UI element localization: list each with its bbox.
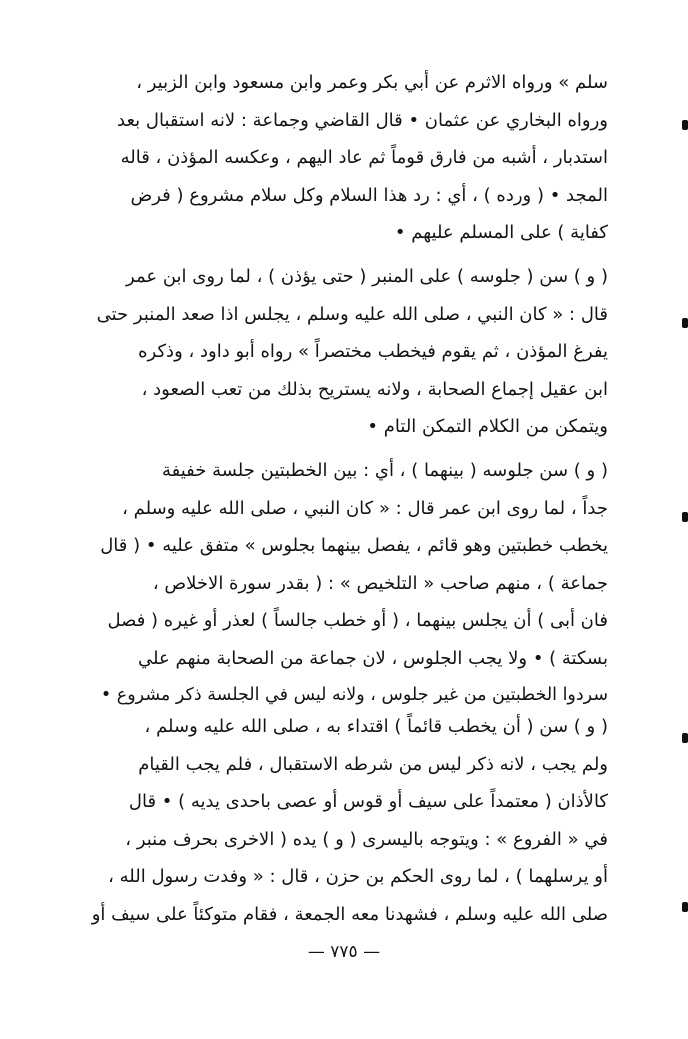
- margin-mark: [682, 733, 688, 743]
- paragraph-2: [88, 258, 608, 446]
- text-line: استدبار ، أشبه من فارق قوماً ثم عاد اليهم ، وعكسه المؤذن ، قاله: [120, 147, 608, 168]
- text-line: ورواه البخاري عن عثمان • قال القاضي وجماعة : لانه استقبال بعد: [117, 109, 608, 131]
- text-line: بسكتة ) • ولا يجب الجلوس ، لان جماعة من الصحابة منهم علي: [138, 647, 608, 669]
- margin-mark: [682, 512, 688, 522]
- paragraph-4: [88, 708, 608, 933]
- text-line: جداً ، لما روى ابن عمر قال : « كان النبي ، صلى الله عليه وسلم ،: [122, 497, 608, 519]
- text-line: ولم يجب ، لانه ذكر ليس من شرطه الاستقبال ، فلم يجب القيام: [138, 753, 608, 775]
- paragraph-1: [88, 64, 608, 252]
- text-line: كالأذان ( معتمداً على سيف أو قوس أو عصى باحدى يديه ) • قال: [128, 791, 608, 812]
- text-line: صلى الله عليه وسلم ، فشهدنا معه الجمعة ، فقام متوكئاً على سيف أو: [91, 903, 608, 925]
- text-line: كفاية ) على المسلم عليهم •: [394, 222, 608, 243]
- text-line: فان أبى ) أن يجلس بينهما ، ( أو خطب جالساً ) لعذر أو غيره ( فصل: [107, 610, 608, 631]
- text-line: سلم » ورواه الاثرم عن أبي بكر وعمر وابن مسعود وابن الزبير ،: [136, 72, 608, 93]
- text-line: ( و ) سن جلوسه ( بينهما ) ، أي : بين الخطبتين جلسة خفيفة: [161, 460, 608, 481]
- text-line: أو يرسلهما ) ، لما روى الحكم بن حزن ، قال : « وفدت رسول الله ،: [108, 866, 608, 887]
- text-line: ( و ) سن ( أن يخطب قائماً ) اقتداء به ، صلى الله عليه وسلم ،: [144, 716, 608, 737]
- text-line: قال : « كان النبي ، صلى الله عليه وسلم ، يجلس اذا صعد المنبر حتى: [96, 303, 608, 325]
- text-line: سردوا الخطبتين من غير جلوس ، ولانه ليس في الجلسة ذكر مشروع •: [100, 685, 608, 705]
- text-line: ويتمكن من الكلام التمكن التام •: [367, 416, 608, 437]
- text-line: ابن عقيل إجماع الصحابة ، ولانه يستريح بذلك من تعب الصعود ،: [141, 378, 608, 400]
- margin-mark: [682, 902, 688, 912]
- text-line: المجد • ( ورده ) ، أي : رد هذا السلام وكل سلام مشروع ( فرض: [130, 184, 608, 206]
- text-line: يفرغ المؤذن ، ثم يقوم فيخطب مختصراً » رواه أبو داود ، وذكره: [138, 341, 608, 362]
- text-line: جماعة ) ، منهم صاحب « التلخيص » : ( بقدر سورة الاخلاص ،: [152, 572, 608, 594]
- margin-mark: [682, 318, 688, 328]
- text-line: يخطب خطبتين وهو قائم ، يفصل بينهما بجلوس » متفق عليه • ( قال: [100, 535, 608, 556]
- text-line: ( و ) سن ( جلوسه ) على المنبر ( حتى يؤذن ) ، لما روى ابن عمر: [126, 266, 608, 287]
- page-number: — ٧٧٥ —: [307, 942, 381, 962]
- text-line: في « الفروع » : ويتوجه باليسرى ( و ) يده ( الاخرى بحرف منبر ،: [125, 828, 608, 850]
- margin-mark: [682, 120, 688, 130]
- paragraph-3: [88, 452, 608, 715]
